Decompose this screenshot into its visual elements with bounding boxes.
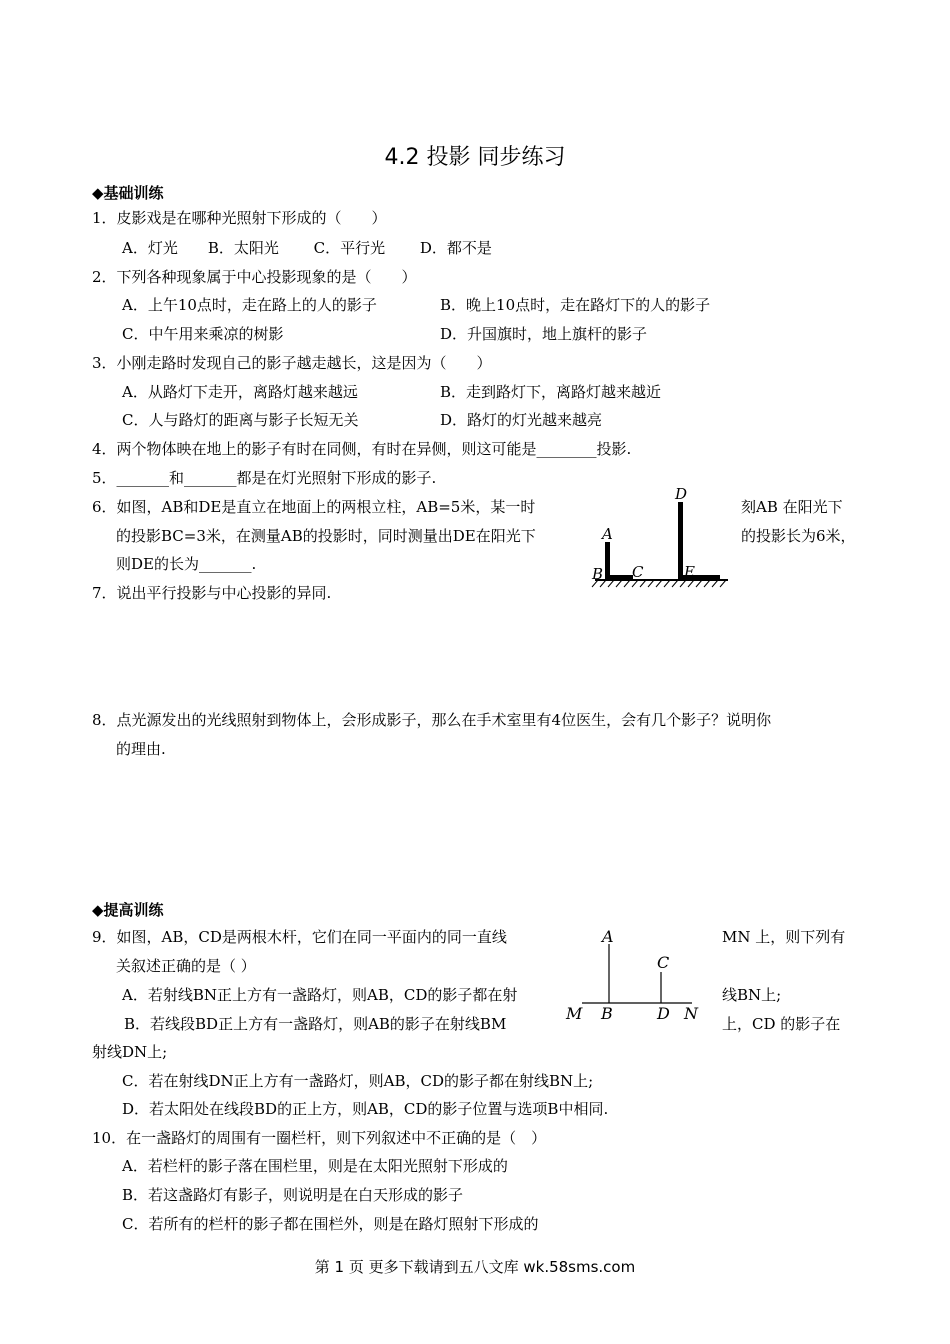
label-a: A — [602, 927, 614, 946]
label-c: C — [632, 563, 644, 581]
q9-option-d: D．若太阳处在线段BD的正上方，则AB，CD的影子位置与选项B中相同. — [122, 1100, 609, 1118]
q9-line2: 关叙述正确的是（ ） — [116, 957, 256, 975]
q7-text: 7．说出平行投影与中心投影的异同. — [92, 584, 332, 602]
q9-option-c: C．若在射线DN正上方有一盏路灯，则AB，CD的影子都在射线BN上; — [122, 1072, 594, 1090]
q9-option-b: B．若线段BD正上方有一盏路灯，则AB的影子在射线BM — [124, 1015, 507, 1033]
label-n: N — [684, 1004, 698, 1023]
q5-text: 5．_______和_______都是在灯光照射下形成的影子. — [92, 469, 437, 487]
q6-line2: 的投影BC=3米，在测量AB的投影时，同时测量出DE在阳光下 — [116, 527, 536, 545]
page-footer: 第 1 页 更多下载请到五八文库 wk.58sms.com — [314, 1258, 636, 1276]
q10-option-a: A．若栏杆的影子落在围栏里，则是在太阳光照射下形成的 — [122, 1157, 508, 1175]
label-d: D — [675, 485, 688, 503]
section-basic-heading: ◆基础训练 — [92, 184, 164, 202]
q8-line1: 8．点光源发出的光线照射到物体上，会形成影子，那么在手术室里有4位医生，会有几个影子？说明你 — [92, 711, 772, 729]
q2-option-a: A．上午10点时，走在路上的人的影子 — [122, 296, 377, 314]
q9-option-b-cont: 上，CD 的影子在 — [722, 1015, 841, 1033]
q1-stem: 1．皮影戏是在哪种光照射下形成的（ ） — [92, 209, 387, 227]
q4-text: 4．两个物体映在地上的影子有时在同侧，有时在异侧，则这可能是________投影. — [92, 440, 632, 458]
q3-option-a: A．从路灯下走开，离路灯越来越远 — [122, 383, 358, 401]
label-d: D — [657, 1004, 670, 1023]
q10-stem: 10．在一盏路灯的周围有一圈栏杆，则下列叙述中不正确的是（ ） — [92, 1129, 547, 1147]
q6-line1-right: 刻AB 在阳光下 — [741, 498, 843, 516]
q9-figure — [560, 924, 720, 1024]
pillar-ab — [605, 542, 610, 580]
q6-figure — [590, 484, 735, 589]
q2-stem: 2．下列各种现象属于中心投影现象的是（ ） — [92, 268, 417, 286]
q10-option-b: B．若这盏路灯有影子，则说明是在白天形成的影子 — [122, 1186, 464, 1204]
q2-option-b: B．晚上10点时，走在路灯下的人的影子 — [440, 296, 711, 314]
q6-line1: 6．如图，AB和DE是直立在地面上的两根立柱，AB=5米，某一时 — [92, 498, 536, 516]
q3-stem: 3．小刚走路时发现自己的影子越走越长，这是因为（ ） — [92, 354, 492, 372]
q8-line2: 的理由. — [116, 740, 166, 758]
shadow-bc — [605, 575, 633, 580]
label-m: M — [566, 1004, 583, 1023]
q9-option-b-cont2: 射线DN上; — [92, 1043, 168, 1061]
page-title: 4.2 投影 同步练习 — [384, 145, 566, 170]
q2-option-d: D．升国旗时，地上旗杆的影子 — [440, 325, 648, 343]
q9-option-a: A．若射线BN正上方有一盏路灯，则AB，CD的影子都在射 — [122, 986, 518, 1004]
label-c: C — [657, 953, 670, 972]
q3-option-d: D．路灯的灯光越来越亮 — [440, 411, 603, 429]
q9-line1: 9．如图，AB，CD是两根木杆，它们在同一平面内的同一直线 — [92, 928, 507, 946]
q3-option-c: C．人与路灯的距离与影子长短无关 — [122, 411, 359, 429]
section-advanced-heading: ◆提高训练 — [92, 901, 164, 919]
pillar-de — [678, 502, 683, 580]
q6-line3: 则DE的长为_______. — [116, 555, 257, 573]
q10-option-c: C．若所有的栏杆的影子都在围栏外，则是在路灯照射下形成的 — [122, 1215, 539, 1233]
q3-option-b: B．走到路灯下，离路灯越来越近 — [440, 383, 662, 401]
q2-option-c: C．中午用来乘凉的树影 — [122, 325, 284, 343]
q1-options: A．灯光 B．太阳光 C．平行光 D．都不是 — [122, 239, 492, 257]
label-e: E — [684, 563, 695, 581]
label-b: B — [592, 565, 604, 583]
q9-option-a-cont: 线BN上; — [722, 986, 782, 1004]
q9-line1-right: MN 上，则下列有 — [722, 928, 846, 946]
label-b: B — [601, 1004, 613, 1023]
label-a: A — [602, 525, 613, 543]
q6-line2-right: 的投影长为6米， — [741, 527, 856, 545]
